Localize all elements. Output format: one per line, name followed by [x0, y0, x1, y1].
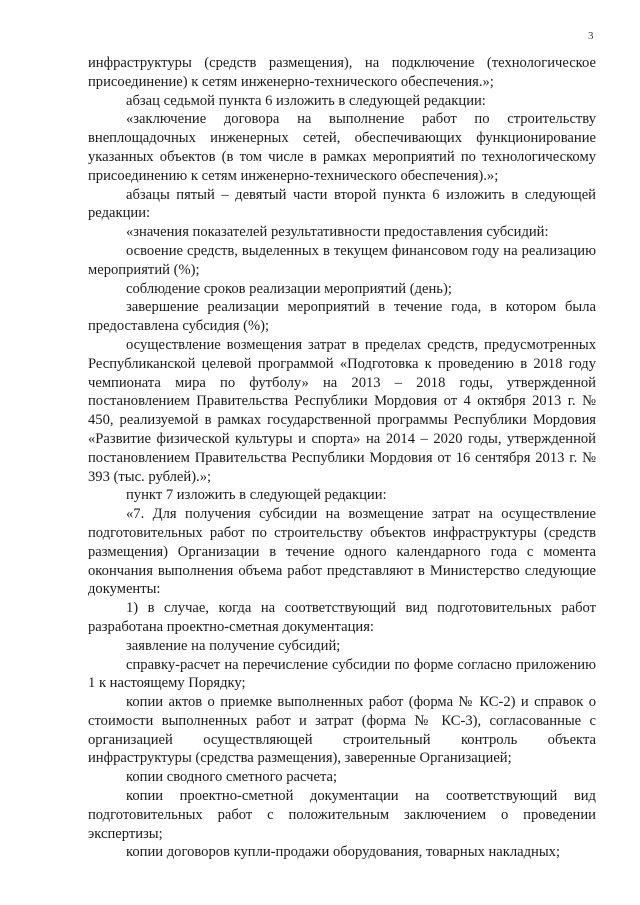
paragraph: «значения показателей результативности предоставления субсидий:	[126, 224, 549, 241]
paragraph: абзац седьмой пункта 6 изложить в следующей редакции:	[126, 92, 486, 109]
paragraph: инфраструктуры (средств размещения), на подключение (технологическое присоединение) к сетям инженерно-технического обеспечения.»;	[88, 55, 596, 90]
paragraph: копии проектно-сметной документации на соответствующий вид подготовительных работ с положительным заключением о проведении экспертизы;	[88, 788, 596, 842]
paragraph: копии сводного сметного расчета;	[126, 769, 338, 786]
paragraph: «заключение договора на выполнение работ по строительству внеплощадочных инженерных сетей, обеспечивающих функционирование указанных объектов (в том числе в рамках мероприятий по технологическому присоединению к сетям инженерно-технического обеспечения).»;	[88, 111, 596, 184]
paragraph: завершение реализации мероприятий в течение года, в котором была предоставлена субсидия (%);	[88, 299, 596, 335]
paragraph: копии договоров купли-продажи оборудования, товарных накладных;	[126, 844, 561, 861]
paragraph: заявление на получение субсидий;	[126, 637, 341, 654]
paragraph: осуществление возмещения затрат в пределах средств, предусмотренных Республиканской целевой программой «Подготовка к проведению в 2018 году чемпионата мира по футболу» на 2013 – 2018 годы, утвержденной постановлением Правительства Республики Мордовия от 4 октября 2013 г. № 450, реализуемой в рамках государственной программы Республики Мордовия «Развитие физической культуры и спорта» на 2014 – 2020 годы, утвержденной постановлением Правительства Республики Мордовия от 16 сентября 2013 г. № 393 (тыс. рублей).»;	[88, 336, 596, 485]
paragraph: «7. Для получения субсидии на возмещение затрат на осуществление подготовительных работ по строительству объектов инфраструктуры (средств размещения) Организации в течение одного календарного года с момента окончания выполнения объема работ представляют в Министерство следующие документы:	[88, 506, 596, 598]
paragraph: пункт 7 изложить в следующей редакции:	[126, 487, 387, 504]
paragraph: абзацы пятый – девятый части второй пункта 6 изложить в следующей редакции:	[88, 186, 596, 222]
paragraph: соблюдение сроков реализации мероприятий (день);	[126, 280, 452, 297]
paragraph: справку-расчет на перечисление субсидии по форме согласно приложению 1 к настоящему Порядку;	[88, 656, 596, 692]
paragraph: освоение средств, выделенных в текущем финансовом году на реализацию мероприятий (%);	[88, 242, 596, 278]
page-number: 3	[588, 30, 594, 42]
document-body	[88, 54, 596, 862]
paragraph: 1) в случае, когда на соответствующий вид подготовительных работ разработана проектно-сметная документация:	[88, 600, 596, 635]
paragraph: копии актов о приемке выполненных работ (форма № КС-2) и справок о стоимости выполненных работ и затрат (форма № КС-3), согласованные с организацией осуществляющей строительный контроль объекта инфраструктуры (средства размещения), заверенные Организацией;	[88, 694, 596, 767]
